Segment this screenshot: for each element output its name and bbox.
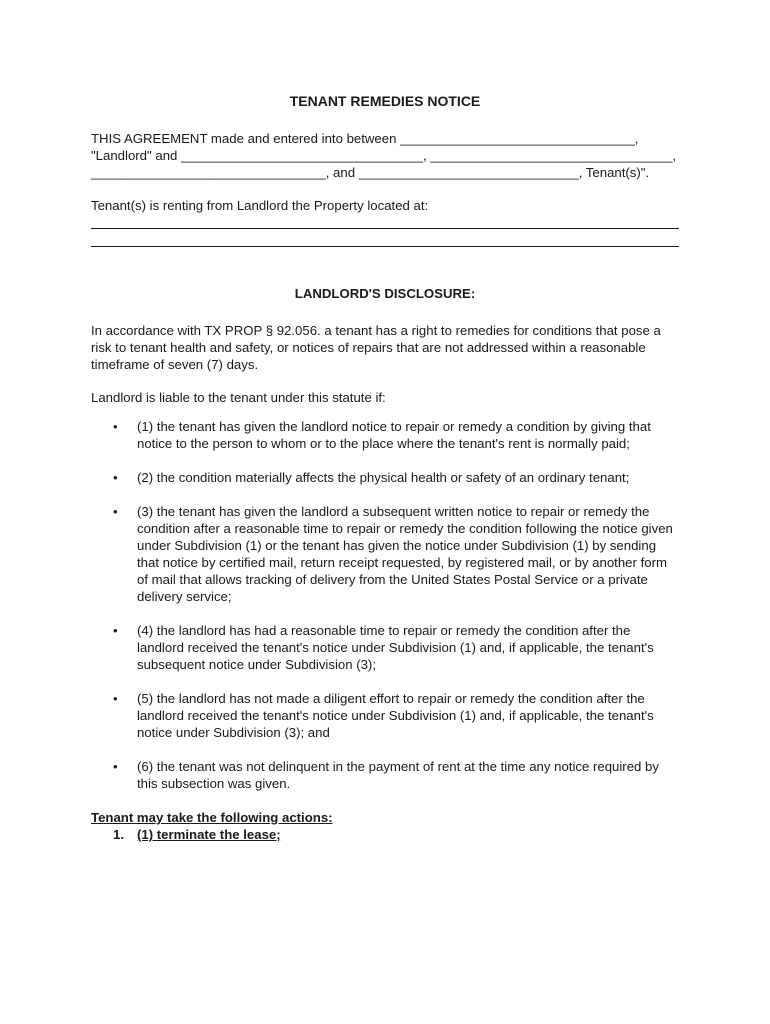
property-intro: Tenant(s) is renting from Landlord the Property located at: <box>91 198 429 213</box>
bullet-icon: • <box>113 470 118 485</box>
bullet-icon: • <box>113 759 118 774</box>
list-item <box>91 418 679 452</box>
action-text: (1) terminate the lease; <box>137 827 281 842</box>
disclosure-heading: LANDLORD'S DISCLOSURE: <box>294 286 476 301</box>
actions-heading: Tenant may take the following actions: <box>91 810 333 825</box>
bullet-icon: • <box>113 419 118 434</box>
agreement-line-2: "Landlord" and _________________________________, _________________________________, <box>91 148 677 163</box>
bullet-icon: • <box>113 504 118 519</box>
conditions-list <box>91 418 679 792</box>
action-number: 1. <box>113 827 124 842</box>
list-item <box>91 690 679 741</box>
document-body <box>91 93 679 843</box>
condition-text: (2) the condition materially affects the physical health or safety of an ordinary tenant; <box>137 470 630 485</box>
document-title: TENANT REMEDIES NOTICE <box>289 93 481 109</box>
action-item <box>91 826 679 843</box>
property-address-blank-2 <box>91 232 679 247</box>
list-item <box>91 758 679 792</box>
bullet-icon: • <box>113 691 118 706</box>
spacer <box>91 181 679 197</box>
condition-text: (3) the tenant has given the landlord a subsequent written notice to repair or remedy the condition after a reasonable time to repair or remedy the condition following the notice given under Subdivision (1) or the tenant has given the notice under Subdivision (1) by sending that notice by certified mail, return receipt requested, by registered mail, or by another form of mail that allows tracking of delivery from the United States Postal Service or a private delivery service; <box>137 504 673 604</box>
condition-text: (4) the landlord has had a reasonable time to repair or remedy the condition after the landlord received the tenant's notice under Subdivision (1) and, if applicable, the tenant's subsequent notice under Subdivision (3); <box>137 623 654 672</box>
property-address-blank-1 <box>91 214 679 229</box>
list-item <box>91 469 679 486</box>
condition-text: (1) the tenant has given the landlord notice to repair or remedy a condition by giving that notice to the person to whom or to the place where the tenant's rent is normally paid; <box>137 419 651 451</box>
list-item <box>91 503 679 605</box>
condition-text: (5) the landlord has not made a diligent effort to repair or remedy the condition after the landlord received the tenant's notice under Subdivision (1) and, if applicable, the tenant's notice under Subdivision (3); and <box>137 691 654 740</box>
bullet-icon: • <box>113 623 118 638</box>
agreement-line-1: THIS AGREEMENT made and entered into between ________________________________, <box>91 131 639 146</box>
list-item <box>91 622 679 673</box>
agreement-line-3: ________________________________, and ______________________________, Tenant(s)". <box>91 165 650 180</box>
spacer <box>91 373 679 389</box>
condition-text: (6) the tenant was not delinquent in the payment of rent at the time any notice required by this subsection was given. <box>137 759 659 791</box>
liability-statement: Landlord is liable to the tenant under this statute if: <box>91 390 386 405</box>
disclosure-intro: In accordance with TX PROP § 92.056. a tenant has a right to remedies for conditions that pose a risk to tenant health and safety, or notices of repairs that are not addressed within a reasonable timeframe of seven (7) days. <box>91 323 661 372</box>
